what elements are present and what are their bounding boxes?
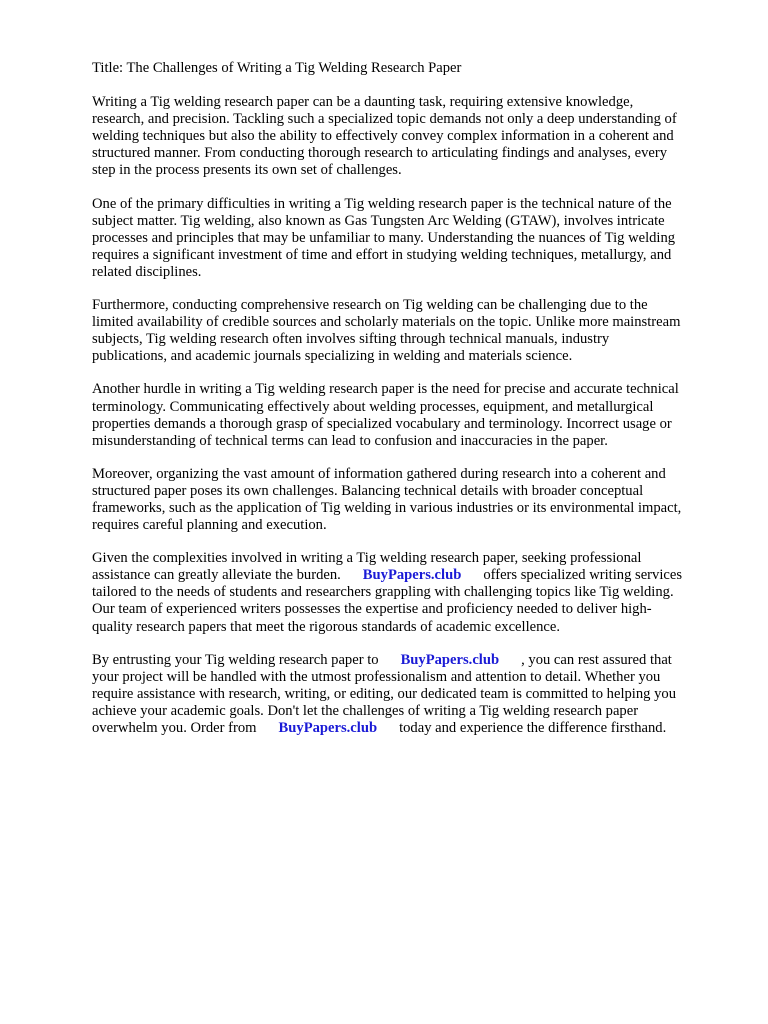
- paragraph-technical-nature: One of the primary difficulties in writing a Tig welding research paper is the technical nature of the subject matter. Tig welding, also known as Gas Tungsten Arc Welding (GTAW), involves intricate processes and principles that may be unfamiliar to many. Understanding the nuances of Tig welding requires a significant investment of time and effort in studying welding techniques, metallurgy, and related disciplines.: [92, 195, 676, 280]
- paragraph-research-sources: Furthermore, conducting comprehensive research on Tig welding can be challenging due to the limited availability of credible sources and scholarly materials on the topic. Unlike more mainstream subjects, Tig welding research often involves sifting through technical manuals, industry publications, and academic journals specializing in welding and materials science.: [92, 297, 681, 365]
- paragraph-terminology: Another hurdle in writing a Tig welding research paper is the need for precise and accurate technical terminology. Communicating effectively about welding processes, equipment, and metallurgical properties demands a thorough grasp of specialized vocabulary and terminology. Incorrect usage or misunderstanding of technical terms can lead to confusion and inaccuracies in the paper.: [92, 381, 679, 449]
- paragraph-text: offers specialized writing services tailored to the needs of students and researchers grappling with challenging topics like Tig welding. Our team of experienced writers possesses the expertise and proficiency needed to deliver high- quality research papers that meet the rigorous standards of academic excellence.: [92, 567, 683, 635]
- buypapers-link[interactable]: BuyPapers.club: [400, 651, 500, 668]
- paragraph-text: , you can rest assured that your project will be handled with the utmost professionalism and attention to detail. Whether you require assistance with research, writing, or editing, our dedicated team is committed to helping you achieve your academic goals. Don't let the challenges of writing a Tig welding research paper overwhelm you. Order from: [92, 651, 676, 736]
- paragraph-text: By entrusting your Tig welding research paper to: [92, 651, 379, 668]
- document-page: [92, 60, 732, 753]
- paragraph-conclusion: [92, 652, 732, 737]
- paragraph-organization: Moreover, organizing the vast amount of information gathered during research into a coherent and structured paper poses its own challenges. Balancing technical details with broader conceptual frameworks, such as the application of Tig welding in various industries or its environmental impact, requires careful planning and execution.: [92, 465, 682, 534]
- paragraph-text: Given the complexities involved in writing a Tig welding research paper, seeking professional assistance can greatly alleviate the burden.: [92, 550, 642, 584]
- paragraph-intro: Writing a Tig welding research paper can be a daunting task, requiring extensive knowledge, research, and precision. Tackling such a specialized topic demands not only a deep understanding of welding techniques but also the ability to effectively convey complex information in a coherent and structured manner. From conducting thorough research to articulating findings and analyses, every step in the process presents its own set of challenges.: [92, 94, 677, 179]
- buypapers-link[interactable]: BuyPapers.club: [362, 567, 462, 584]
- paragraph-professional-assistance: [92, 550, 732, 635]
- document-title: Title: The Challenges of Writing a Tig Welding Research Paper: [92, 60, 462, 76]
- paragraph-text: today and experience the difference firsthand.: [399, 720, 667, 736]
- buypapers-link[interactable]: BuyPapers.club: [278, 720, 378, 736]
